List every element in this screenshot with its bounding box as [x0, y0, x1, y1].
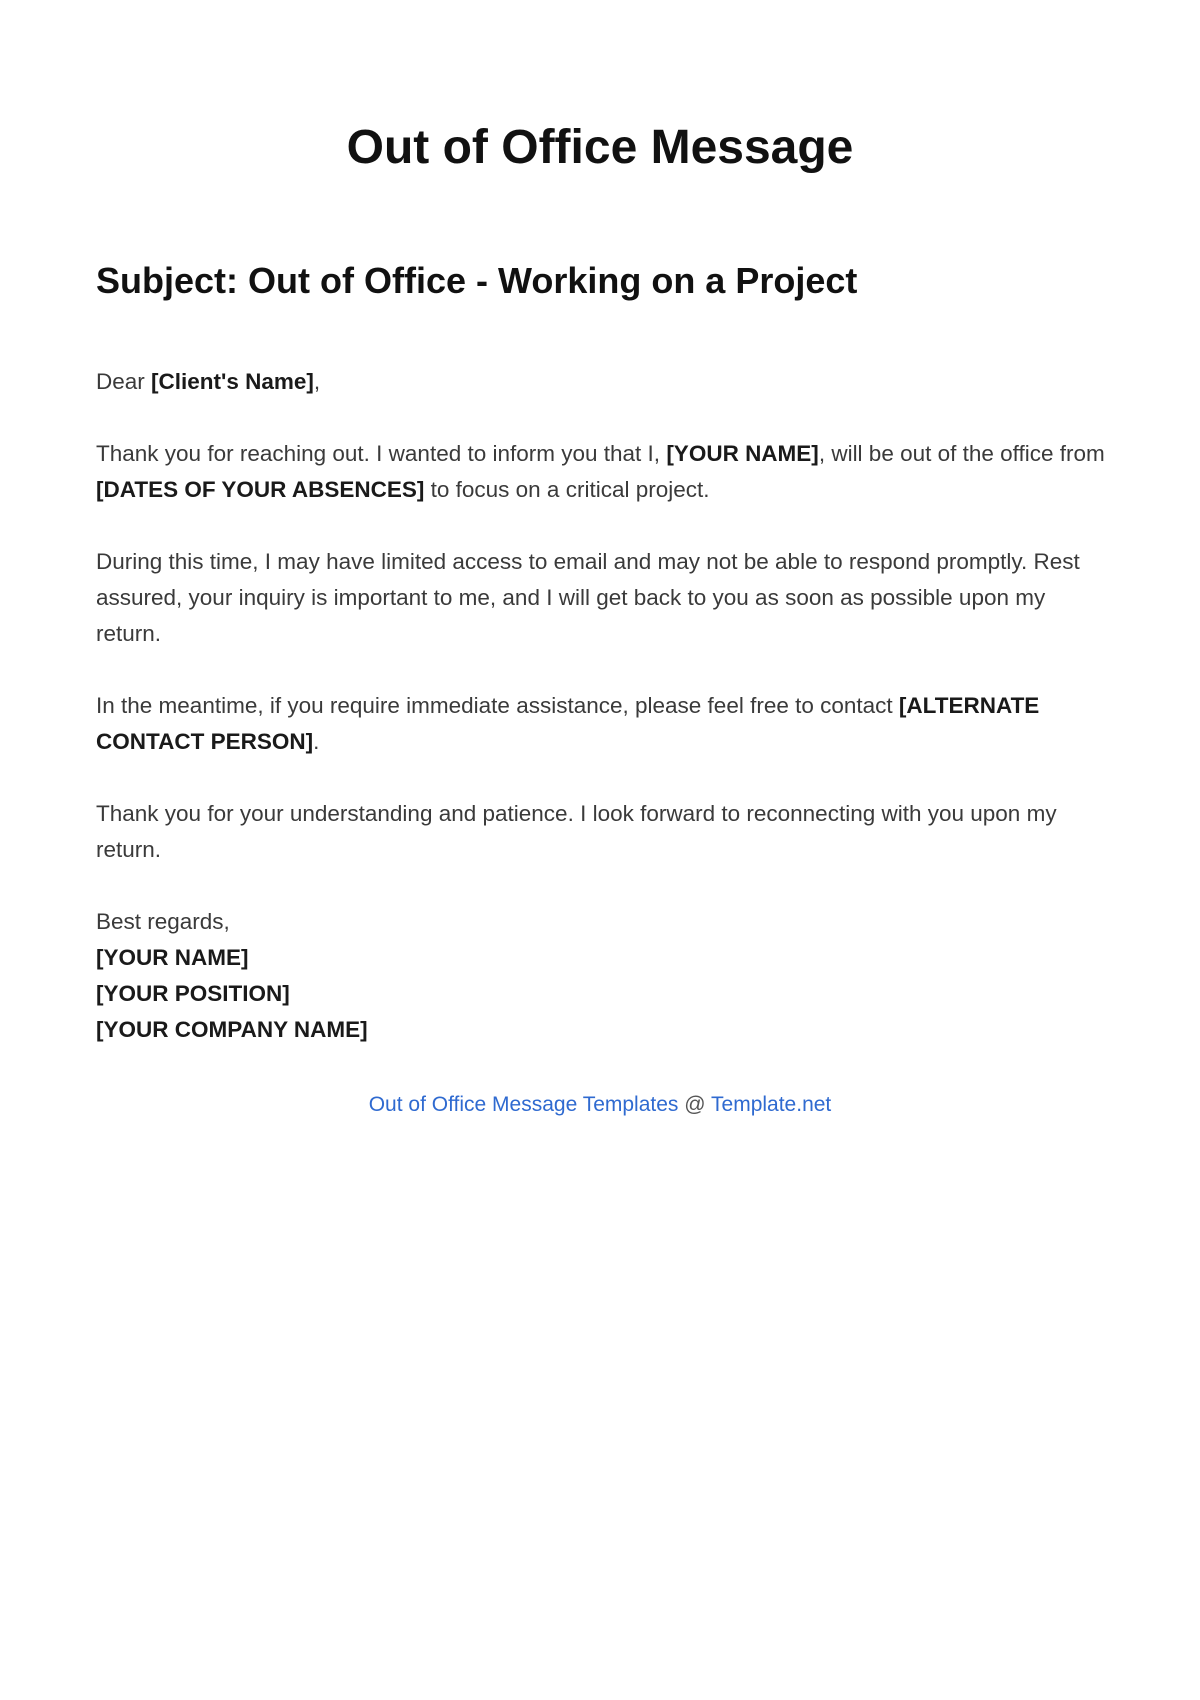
client-name-placeholder: [Client's Name] — [151, 369, 314, 394]
footer-separator: @ — [678, 1093, 712, 1116]
footer-attribution — [0, 1090, 1200, 1120]
contact-text-2: . — [313, 729, 320, 754]
intro-text-3: to focus on a critical project. — [424, 477, 710, 502]
document-title: Out of Office Message — [346, 121, 854, 174]
intro-text-1: Thank you for reaching out. I wanted to inform you that I, — [96, 441, 667, 466]
templates-link[interactable]: Out of Office Message Templates — [368, 1093, 679, 1116]
dates-placeholder: [DATES OF YOUR ABSENCES] — [96, 477, 425, 502]
email-subject: Subject: Out of Office - Working on a Project — [96, 260, 858, 301]
signature-name: [YOUR NAME] — [96, 945, 249, 970]
signature-position: [YOUR POSITION] — [96, 981, 290, 1006]
paragraph-closing: Thank you for your understanding and patience. I look forward to reconnecting with you upon my return. — [96, 801, 1057, 862]
your-name-placeholder: [YOUR NAME] — [666, 441, 819, 466]
signature-block — [96, 904, 1106, 1048]
template-net-link[interactable]: Template.net — [711, 1093, 832, 1116]
signature-company: [YOUR COMPANY NAME] — [96, 1017, 368, 1042]
letter-body — [96, 364, 1106, 1084]
alternate-contact-placeholder: [ALTERNATE CONTACT PERSON] — [96, 693, 1040, 754]
paragraph-availability: During this time, I may have limited access to email and may not be able to respond promptly. Rest assured, your inquiry is important to me, and I will get back to you as soon as possible upon my return. — [96, 549, 1080, 646]
contact-text-1: In the meantime, if you require immediate assistance, please feel free to contact — [96, 693, 899, 718]
intro-text-2: , will be out of the office from — [818, 441, 1105, 466]
paragraph-intro — [96, 436, 1106, 508]
greeting-prefix: Dear — [96, 369, 152, 394]
signature-closing: Best regards, — [96, 909, 230, 934]
greeting-suffix: , — [313, 369, 321, 394]
greeting — [96, 364, 1106, 400]
paragraph-contact — [96, 688, 1106, 760]
